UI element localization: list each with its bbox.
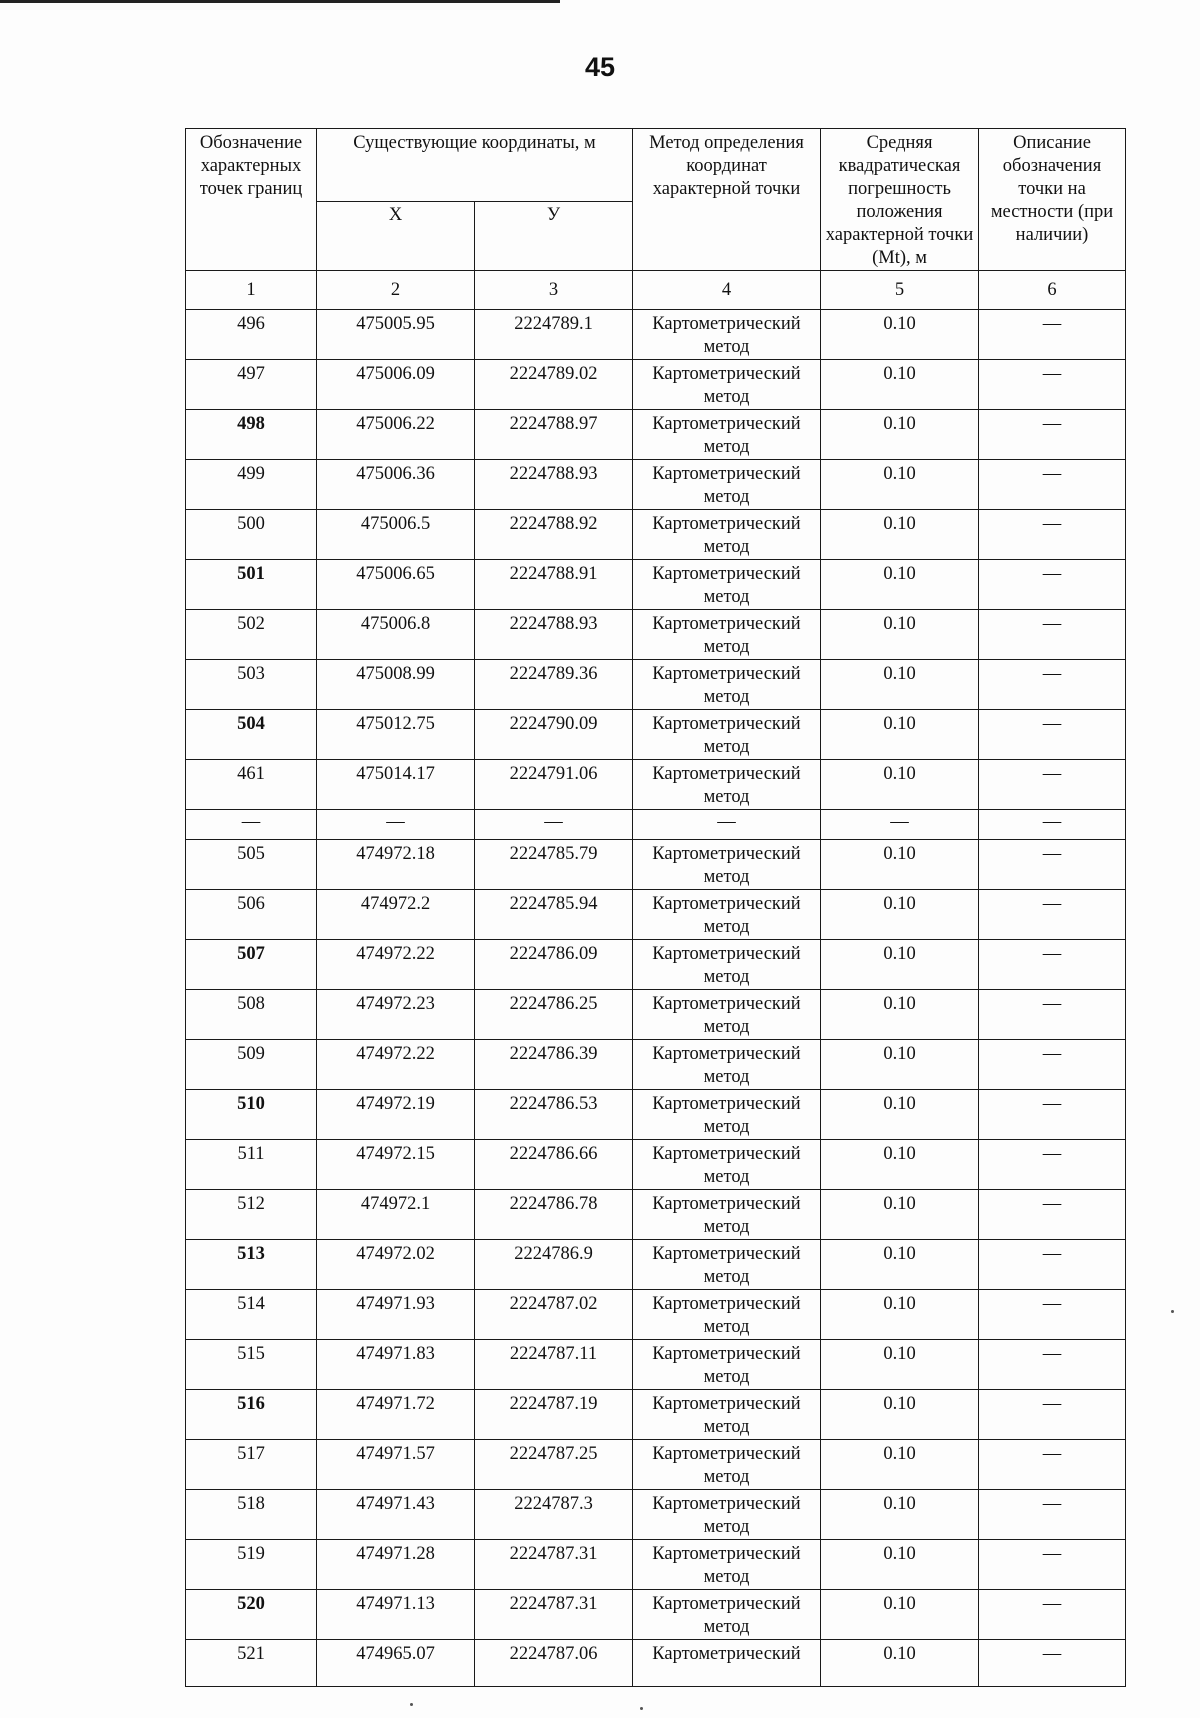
coord-x: 474971.72 <box>317 1390 475 1440</box>
column-number: 2 <box>317 271 475 310</box>
method-line-1: Картометрический <box>652 1544 801 1564</box>
table-row <box>186 1590 1126 1640</box>
method-line-1: Картометрический <box>652 464 801 484</box>
table-row <box>186 1390 1126 1440</box>
method-line-1: Картометрический <box>652 1244 801 1264</box>
coord-x: 475006.8 <box>317 610 475 660</box>
description: — <box>979 1590 1126 1640</box>
table-row <box>186 710 1126 760</box>
method-line-1: Картометрический <box>652 414 801 434</box>
method-line-2: метод <box>703 867 750 887</box>
coord-y: 2224785.79 <box>475 840 633 890</box>
point-id: 496 <box>186 310 317 360</box>
method-line-2: метод <box>703 1017 750 1037</box>
method-line-2: метод <box>703 537 750 557</box>
coord-x: 474972.15 <box>317 1140 475 1190</box>
coord-x: 474971.43 <box>317 1490 475 1540</box>
description: — <box>979 1490 1126 1540</box>
method-line-1: Картометрический <box>652 1144 801 1164</box>
point-id: 510 <box>186 1090 317 1140</box>
method <box>633 460 821 510</box>
point-id: 504 <box>186 710 317 760</box>
coord-y: 2224786.25 <box>475 990 633 1040</box>
method <box>633 1440 821 1490</box>
table-row <box>186 1540 1126 1590</box>
method-line-2: метод <box>703 337 750 357</box>
mean-square-error: 0.10 <box>821 710 979 760</box>
point-id: 512 <box>186 1190 317 1240</box>
scan-speck <box>410 1703 413 1706</box>
method <box>633 710 821 760</box>
description: — <box>979 1090 1126 1140</box>
coord-y: 2224786.09 <box>475 940 633 990</box>
coord-y: 2224789.36 <box>475 660 633 710</box>
point-id: 500 <box>186 510 317 560</box>
description: — <box>979 1290 1126 1340</box>
method <box>633 1340 821 1390</box>
point-id: 516 <box>186 1390 317 1440</box>
header-existing-coordinates: Существующие координаты, м <box>317 129 633 202</box>
mean-square-error: 0.10 <box>821 1390 979 1440</box>
table-row <box>186 1290 1126 1340</box>
description: — <box>979 610 1126 660</box>
coord-y: 2224787.06 <box>475 1640 633 1687</box>
method-line-2: метод <box>703 787 750 807</box>
mean-square-error: 0.10 <box>821 1490 979 1540</box>
method-line-1: Картометрический <box>652 1644 801 1664</box>
method <box>633 1640 821 1687</box>
method-line-1: Картометрический <box>652 894 801 914</box>
mean-square-error: 0.10 <box>821 1640 979 1687</box>
point-id: 461 <box>186 760 317 810</box>
table-row <box>186 1490 1126 1540</box>
table-row <box>186 410 1126 460</box>
method-line-2: метод <box>703 1217 750 1237</box>
mean-square-error: 0.10 <box>821 1440 979 1490</box>
coord-x: 474971.28 <box>317 1540 475 1590</box>
table-row <box>186 1440 1126 1490</box>
method <box>633 610 821 660</box>
method <box>633 410 821 460</box>
header-y: У <box>475 202 633 271</box>
coord-y: 2224787.3 <box>475 1490 633 1540</box>
mean-square-error: 0.10 <box>821 840 979 890</box>
point-id: 513 <box>186 1240 317 1290</box>
method-line-1: Картометрический <box>652 1594 801 1614</box>
method-line-1: Картометрический <box>652 1444 801 1464</box>
mean-square-error: 0.10 <box>821 510 979 560</box>
method-line-1: Картометрический <box>652 1294 801 1314</box>
method <box>633 1290 821 1340</box>
point-id: 507 <box>186 940 317 990</box>
mean-square-error: 0.10 <box>821 1090 979 1140</box>
coord-y: 2224791.06 <box>475 760 633 810</box>
coord-y: 2224786.39 <box>475 1040 633 1090</box>
method-line-1: Картометрический <box>652 844 801 864</box>
page-number: 45 <box>584 52 616 82</box>
coord-y: 2224786.53 <box>475 1090 633 1140</box>
mean-square-error: 0.10 <box>821 1340 979 1390</box>
method-line-2: метод <box>703 487 750 507</box>
mean-square-error: 0.10 <box>821 1190 979 1240</box>
description: — <box>979 460 1126 510</box>
method <box>633 890 821 940</box>
description: — <box>979 1440 1126 1490</box>
description: — <box>979 760 1126 810</box>
point-id: 508 <box>186 990 317 1040</box>
table-row <box>186 1190 1126 1240</box>
description: — <box>979 410 1126 460</box>
mean-square-error: 0.10 <box>821 890 979 940</box>
method <box>633 1590 821 1640</box>
coord-y: 2224787.19 <box>475 1390 633 1440</box>
point-id: 519 <box>186 1540 317 1590</box>
point-id: 497 <box>186 360 317 410</box>
method <box>633 1140 821 1190</box>
method-line-2: метод <box>703 587 750 607</box>
mean-square-error: 0.10 <box>821 1140 979 1190</box>
method-line-2: метод <box>703 1617 750 1637</box>
table-row <box>186 760 1126 810</box>
method <box>633 310 821 360</box>
point-id: 515 <box>186 1340 317 1390</box>
separator-cell: — <box>633 810 821 840</box>
coord-x: 474972.1 <box>317 1190 475 1240</box>
coord-y: 2224788.92 <box>475 510 633 560</box>
coord-y: 2224788.91 <box>475 560 633 610</box>
method <box>633 940 821 990</box>
boundary-points-table <box>185 128 1126 1687</box>
coord-x: 474972.19 <box>317 1090 475 1140</box>
coord-y: 2224787.31 <box>475 1540 633 1590</box>
mean-square-error: 0.10 <box>821 1040 979 1090</box>
method-line-1: Картометрический <box>652 314 801 334</box>
method-line-1: Картометрический <box>652 564 801 584</box>
method-line-2: метод <box>703 1417 750 1437</box>
coord-x: 474972.22 <box>317 1040 475 1090</box>
table-row <box>186 1090 1126 1140</box>
method-line-1: Картометрический <box>652 1044 801 1064</box>
method <box>633 360 821 410</box>
method <box>633 1490 821 1540</box>
column-number: 3 <box>475 271 633 310</box>
coord-x: 474972.23 <box>317 990 475 1040</box>
method-line-2: метод <box>703 1067 750 1087</box>
mean-square-error: 0.10 <box>821 610 979 660</box>
table-row <box>186 360 1126 410</box>
header-x: X <box>317 202 475 271</box>
point-id: 505 <box>186 840 317 890</box>
method-line-1: Картометрический <box>652 714 801 734</box>
mean-square-error: 0.10 <box>821 990 979 1040</box>
description: — <box>979 510 1126 560</box>
method <box>633 990 821 1040</box>
coord-y: 2224786.66 <box>475 1140 633 1190</box>
point-id: 517 <box>186 1440 317 1490</box>
separator-cell: — <box>475 810 633 840</box>
scan-top-line <box>0 0 560 3</box>
header-description: Описание обозначения точки на местности (при наличии) <box>979 129 1126 271</box>
description: — <box>979 360 1126 410</box>
column-number: 1 <box>186 271 317 310</box>
description: — <box>979 1240 1126 1290</box>
method-line-1: Картометрический <box>652 664 801 684</box>
mean-square-error: 0.10 <box>821 1290 979 1340</box>
method-line-1: Картометрический <box>652 994 801 1014</box>
coord-x: 475006.5 <box>317 510 475 560</box>
header-mean-square-error: Средняя квадратическая погрешность положения характерной точки (Mt), м <box>821 129 979 271</box>
description: — <box>979 1040 1126 1090</box>
table-row <box>186 1340 1126 1390</box>
method-line-2: метод <box>703 1567 750 1587</box>
method <box>633 1390 821 1440</box>
separator-cell: — <box>317 810 475 840</box>
column-number: 4 <box>633 271 821 310</box>
method-line-2: метод <box>703 1367 750 1387</box>
description: — <box>979 940 1126 990</box>
coord-x: 475014.17 <box>317 760 475 810</box>
description: — <box>979 560 1126 610</box>
mean-square-error: 0.10 <box>821 660 979 710</box>
point-id: 511 <box>186 1140 317 1190</box>
point-id: 521 <box>186 1640 317 1687</box>
header-method: Метод определения координат характерной точки <box>633 129 821 271</box>
description: — <box>979 310 1126 360</box>
mean-square-error: 0.10 <box>821 360 979 410</box>
column-number: 5 <box>821 271 979 310</box>
table-row <box>186 660 1126 710</box>
method-line-2: метод <box>703 1517 750 1537</box>
method <box>633 760 821 810</box>
coord-x: 474965.07 <box>317 1640 475 1687</box>
coord-y: 2224785.94 <box>475 890 633 940</box>
mean-square-error: 0.10 <box>821 760 979 810</box>
mean-square-error: 0.10 <box>821 1240 979 1290</box>
method <box>633 560 821 610</box>
coord-x: 474972.22 <box>317 940 475 990</box>
table-row <box>186 1040 1126 1090</box>
method-line-2: метод <box>703 1117 750 1137</box>
coord-x: 474972.18 <box>317 840 475 890</box>
description: — <box>979 1340 1126 1390</box>
coord-y: 2224789.02 <box>475 360 633 410</box>
point-id: 498 <box>186 410 317 460</box>
description: — <box>979 890 1126 940</box>
mean-square-error: 0.10 <box>821 560 979 610</box>
coord-x: 474971.83 <box>317 1340 475 1390</box>
method-line-1: Картометрический <box>652 364 801 384</box>
table-row <box>186 890 1126 940</box>
method-line-1: Картометрический <box>652 764 801 784</box>
mean-square-error: 0.10 <box>821 460 979 510</box>
method-line-1: Картометрический <box>652 1194 801 1214</box>
method <box>633 660 821 710</box>
coord-x: 475012.75 <box>317 710 475 760</box>
method-line-2: метод <box>703 1167 750 1187</box>
point-id: 499 <box>186 460 317 510</box>
point-id: 503 <box>186 660 317 710</box>
method <box>633 1240 821 1290</box>
coord-y: 2224789.1 <box>475 310 633 360</box>
table-row <box>186 1640 1126 1687</box>
coord-x: 474972.02 <box>317 1240 475 1290</box>
coord-y: 2224790.09 <box>475 710 633 760</box>
separator-cell: — <box>821 810 979 840</box>
table-row <box>186 460 1126 510</box>
method-line-2: метод <box>703 737 750 757</box>
method-line-2: метод <box>703 437 750 457</box>
method <box>633 840 821 890</box>
coord-x: 474971.13 <box>317 1590 475 1640</box>
point-id: 506 <box>186 890 317 940</box>
coord-y: 2224786.78 <box>475 1190 633 1240</box>
column-number-row <box>186 271 1126 310</box>
point-id: 509 <box>186 1040 317 1090</box>
mean-square-error: 0.10 <box>821 1590 979 1640</box>
coord-y: 2224788.93 <box>475 460 633 510</box>
method-line-2: метод <box>703 1267 750 1287</box>
table-row <box>186 560 1126 610</box>
description: — <box>979 1140 1126 1190</box>
description: — <box>979 1540 1126 1590</box>
method-line-2: метод <box>703 917 750 937</box>
point-id: 520 <box>186 1590 317 1640</box>
description: — <box>979 710 1126 760</box>
table-row <box>186 840 1126 890</box>
method-line-2: метод <box>703 1467 750 1487</box>
point-id: 501 <box>186 560 317 610</box>
coord-x: 475005.95 <box>317 310 475 360</box>
table-row <box>186 1240 1126 1290</box>
point-id: 518 <box>186 1490 317 1540</box>
separator-cell: — <box>979 810 1126 840</box>
table-row <box>186 1140 1126 1190</box>
mean-square-error: 0.10 <box>821 310 979 360</box>
method-line-1: Картометрический <box>652 944 801 964</box>
table-row <box>186 310 1126 360</box>
method-line-1: Картометрический <box>652 1344 801 1364</box>
description: — <box>979 840 1126 890</box>
coord-x: 474972.2 <box>317 890 475 940</box>
coord-y: 2224787.31 <box>475 1590 633 1640</box>
method-line-1: Картометрический <box>652 514 801 534</box>
table-row <box>186 510 1126 560</box>
table-row <box>186 990 1126 1040</box>
method <box>633 1190 821 1240</box>
coord-x: 474971.93 <box>317 1290 475 1340</box>
method-line-2: метод <box>703 387 750 407</box>
coord-y: 2224787.25 <box>475 1440 633 1490</box>
method-line-1: Картометрический <box>652 1394 801 1414</box>
column-number: 6 <box>979 271 1126 310</box>
coord-x: 475006.09 <box>317 360 475 410</box>
separator-cell: — <box>186 810 317 840</box>
method <box>633 1040 821 1090</box>
method <box>633 1540 821 1590</box>
description: — <box>979 1190 1126 1240</box>
separator-row <box>186 810 1126 840</box>
table-row <box>186 940 1126 990</box>
description: — <box>979 1640 1126 1687</box>
method-line-1: Картометрический <box>652 614 801 634</box>
coord-x: 475008.99 <box>317 660 475 710</box>
coord-y: 2224788.93 <box>475 610 633 660</box>
method-line-2: метод <box>703 967 750 987</box>
scan-speck <box>1171 1310 1174 1313</box>
method-line-1: Картометрический <box>652 1494 801 1514</box>
coord-y: 2224787.11 <box>475 1340 633 1390</box>
method <box>633 510 821 560</box>
method-line-2: метод <box>703 687 750 707</box>
method <box>633 1090 821 1140</box>
mean-square-error: 0.10 <box>821 940 979 990</box>
coord-y: 2224786.9 <box>475 1240 633 1290</box>
header-point-designation: Обозначение характерных точек границ <box>186 129 317 271</box>
scan-speck <box>640 1707 643 1710</box>
method-line-2: метод <box>703 637 750 657</box>
coord-y: 2224787.02 <box>475 1290 633 1340</box>
coord-x: 475006.36 <box>317 460 475 510</box>
table-row <box>186 610 1126 660</box>
description: — <box>979 990 1126 1040</box>
coord-x: 475006.22 <box>317 410 475 460</box>
point-id: 514 <box>186 1290 317 1340</box>
mean-square-error: 0.10 <box>821 410 979 460</box>
coord-x: 475006.65 <box>317 560 475 610</box>
coord-x: 474971.57 <box>317 1440 475 1490</box>
method-line-1: Картометрический <box>652 1094 801 1114</box>
method-line-2: метод <box>703 1317 750 1337</box>
description: — <box>979 1390 1126 1440</box>
point-id: 502 <box>186 610 317 660</box>
coord-y: 2224788.97 <box>475 410 633 460</box>
description: — <box>979 660 1126 710</box>
mean-square-error: 0.10 <box>821 1540 979 1590</box>
